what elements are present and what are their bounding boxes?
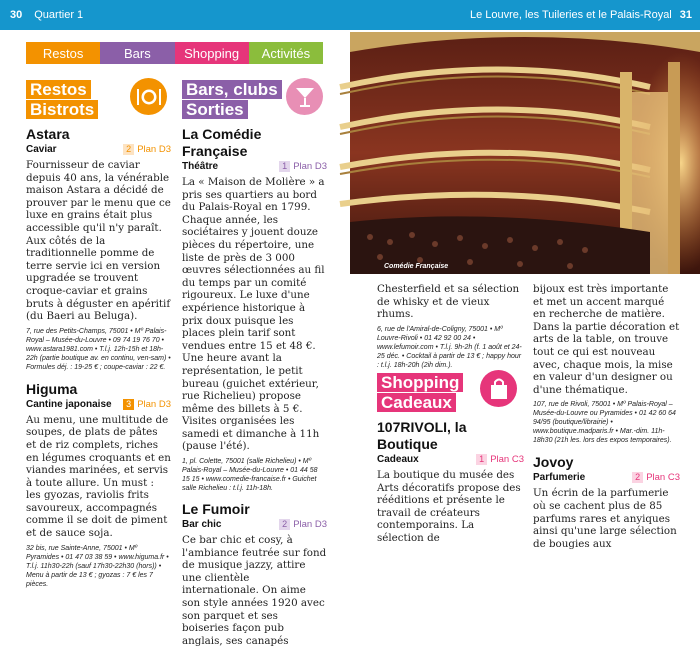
right-page-left-column xyxy=(377,283,524,370)
plan-reference[interactable]: 2 Plan D3 xyxy=(279,519,327,530)
rivoli-continued-description: bijoux est très importante et met un accent marqué en recherche de matière. Dans la partie décoration et arts de la table, on trouve tout ce qui est nouveau avec, chaque mois, la mise en valeur d'un designer ou d'une thématique. xyxy=(533,283,680,396)
fumoir-practical-info: 6, rue de l'Amiral-de-Coligny, 75001 • Mº Louvre-Rivoli • 01 42 92 00 24 • www.lefumoir.com • T.l.j. 9h-2h (f. 1 août et 24-25 déc. • Cocktail à partir de 13 € ; happy hour : t.l.j. 18h-20h (2ih dim.). xyxy=(377,325,522,369)
listing-description: La « Maison de Molière » a pris ses quartiers au bord du Palais-Royal en 1799. Chaque année, les sociétaires y jouent douze pièces du répertoire, une liste de près de 3 000 œuvres sélectionnées au fil du temps par un comité rigoureux. Le luxe d'une expérience historique à prix doux puisque les places plein tarif sont vendues entre 15 et 48 €. Une heure avant la représentation, le petit bureau (guichet extérieur, rue Richelieu) propose même des billets à 5 €. Visites organisées les samedi et dimanche à 11h (pause l'été). xyxy=(182,176,325,453)
plate-fork-knife-icon xyxy=(130,78,167,115)
photo-caption: Comédie Française xyxy=(384,263,449,270)
listing-description: Fournisseur de caviar depuis 40 ans, la vénérable maison Astara a décidé de prouver par le menu que ce luxe en grains était plus accessible qu'il n'y paraît. Aux côtés de la traditionnelle pomme de terre servie ici en version upgradée se trouvent croque-caviar et grains bruts à déguster en apéritif (du Baeri au Beluga). xyxy=(26,159,171,323)
listing-107rivoli xyxy=(377,419,524,545)
bars-title-line2: Sorties xyxy=(182,100,248,119)
right-page-header xyxy=(350,0,700,30)
listing-astara xyxy=(26,126,171,372)
listing-practical-info: 1, pl. Colette, 75001 (salle Richelieu) • Mº Palais-Royal – Musée-du-Louvre • 01 44 58 15 15 • www.comedie-francaise.fr • Guichet salle Richelieu : t.l.j. 11h-18h. xyxy=(182,458,318,493)
bars-section-heading xyxy=(182,80,282,120)
tab-restos[interactable]: Restos xyxy=(26,42,100,64)
listing-category: Caviar xyxy=(26,144,57,155)
plan-reference[interactable]: 1 Plan C3 xyxy=(476,454,524,465)
listing-name: Higuma xyxy=(26,380,78,397)
tab-activites[interactable]: Activités xyxy=(249,42,323,64)
listing-category: Théâtre xyxy=(182,161,219,172)
listing-description: Ce bar chic et cosy, à l'ambiance feutrée sur fond de musique jazzy, attire une clientèle internationale. On aime son style années 1920 avec son parquet et ses boiseries façon pub anglais, ses canapés xyxy=(182,534,327,647)
listing-le-fumoir xyxy=(182,501,327,647)
listing-practical-info: 32 bis, rue Sainte-Anne, 75001 • Mº Pyramides • 01 47 03 38 59 • www.higuma.fr • T.l.j. 11h30-22h (sauf 17h30-22h30 (hors)) • Menu à partir de 13 € ; gyozas : 7 € les 7 pièces. xyxy=(26,544,169,588)
listing-comedie-francaise xyxy=(182,126,327,493)
tab-bars[interactable]: Bars xyxy=(100,42,174,64)
listing-description: Au menu, une multitude de soupes, de plats de pâtes et de riz complets, riches en légumes croquants et en viandes marinées, et servis à toute allure. Un must : les gyozas, raviolis frits savoureux, accompagnés comme il se doit de piment et de sauce soja. xyxy=(26,413,171,540)
listing-name: Le Fumoir xyxy=(182,501,250,518)
shopping-title-line2: Cadeaux xyxy=(377,393,456,412)
theatre-interior-photo xyxy=(350,32,700,274)
plan-reference[interactable]: 1 Plan D3 xyxy=(279,161,327,172)
rivoli-practical-info: 107, rue de Rivoli, 75001 • Mº Palais-Royal – Musée-du-Louvre ou Pyramides • 01 42 60 64 94/95 (boutique/librairie) • www.boutique.madparis.fr • Mar.-dim. 11h-18h30 (21h les. lors des expos temporaires). xyxy=(533,401,676,445)
listing-name: 107RIVOLI, la Boutique xyxy=(377,419,467,452)
listing-category: Cantine japonaise xyxy=(26,398,112,410)
fumoir-continued-description: Chesterfield et sa sélection de whisky et de vieux rhums. xyxy=(377,283,520,321)
plan-reference[interactable]: 2 Plan C3 xyxy=(632,472,680,483)
left-column xyxy=(26,126,171,589)
restos-title-line1: Restos xyxy=(26,80,91,99)
right-page-right-column xyxy=(533,283,680,550)
category-tabs xyxy=(26,42,323,64)
plan-reference[interactable]: 2 Plan D3 xyxy=(123,144,171,155)
shopping-title-line1: Shopping xyxy=(377,373,463,392)
shopping-section-heading xyxy=(377,373,463,413)
header-title: Quartier 1 xyxy=(34,9,84,21)
listing-name: Jovoy xyxy=(533,454,574,471)
listing-name: Astara xyxy=(26,126,70,142)
header-title: Le Louvre, les Tuileries et le Palais-Royal xyxy=(469,9,672,21)
tab-shopping[interactable]: Shopping xyxy=(175,42,249,64)
right-column xyxy=(182,126,327,647)
right-page xyxy=(350,0,700,550)
listing-category: Cadeaux xyxy=(377,454,419,465)
bars-title-line1: Bars, clubs xyxy=(182,80,282,99)
restos-title-line2: Bistrots xyxy=(26,100,98,119)
listing-description: Un écrin de la parfumerie où se cachent plus de 85 parfums rares et anyiques ainsi qu'une large sélection de bougies aux xyxy=(533,487,677,550)
plan-reference[interactable]: 3 Plan D3 xyxy=(123,399,171,410)
listing-practical-info: 7, rue des Petits-Champs, 75001 • Mº Palais-Royal – Musée-du-Louvre • 09 74 19 76 70 • www.astara1981.com • T.l.j. 12h-15h et 18h-22h (partie boutique av. en continu, ven-sam) • Formules déj. : 19-25 € ; coupe-caviar : 22 €. xyxy=(26,327,171,371)
shopping-bag-icon xyxy=(480,370,517,407)
listing-category: Parfumerie xyxy=(533,472,586,484)
listing-higuma xyxy=(26,381,171,589)
listing-description: La boutique du musée des Arts décoratifs propose des rééditions et présente le travail de créateurs contemporains. La sélection de xyxy=(377,469,521,544)
left-page-header xyxy=(0,0,350,30)
restos-section-heading xyxy=(26,80,98,120)
listing-jovoy xyxy=(533,454,680,550)
listing-category: Bar chic xyxy=(182,519,222,531)
cocktail-glass-icon xyxy=(286,78,323,115)
page-number: 30 xyxy=(10,9,23,21)
listing-name: La Comédie Française xyxy=(182,126,262,159)
page-number: 31 xyxy=(679,9,692,21)
